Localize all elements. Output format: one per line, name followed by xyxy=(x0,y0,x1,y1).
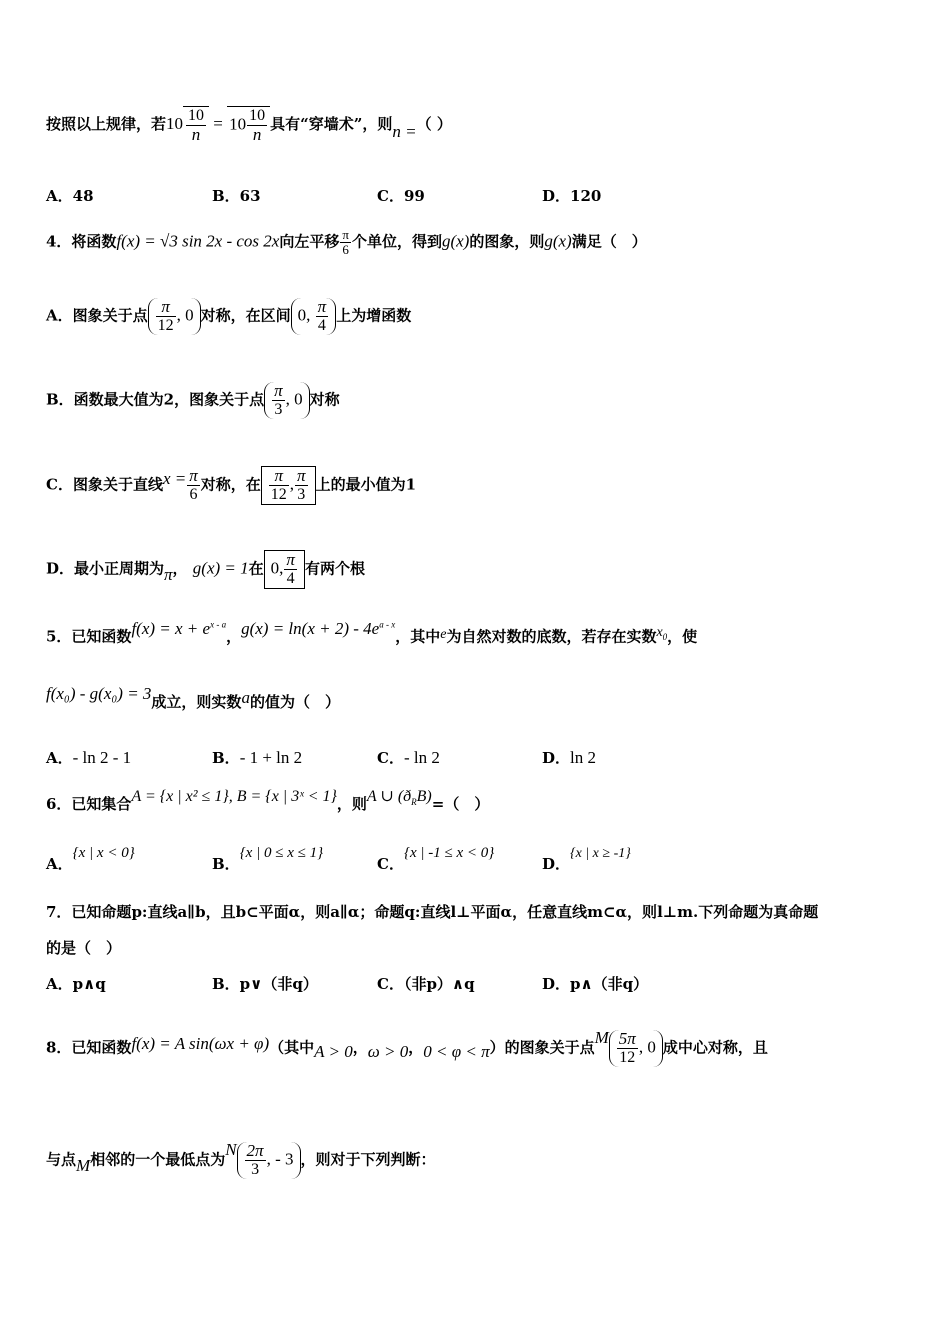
q4-option-d[interactable] xyxy=(46,550,365,589)
q6-c-value: {x | -1 ≤ x < 0} xyxy=(403,845,495,861)
q5-stem-c: 为自然对数的底数，若存在实数 xyxy=(446,627,657,646)
q8-m-point xyxy=(609,1030,663,1067)
q8-stem-2 xyxy=(46,1139,436,1179)
q8-function: f(x) = A sin(ωx + φ) xyxy=(131,1033,270,1053)
q3-option-d[interactable]: D．120 xyxy=(542,187,602,205)
q4-c-line: x = $\frac{\pi}{6}$ xyxy=(162,466,198,503)
q4-shift-num: π xyxy=(342,227,349,242)
q5-a-value: - ln 2 - 1 xyxy=(72,748,132,767)
q8-n-y: , - 3 xyxy=(266,1149,294,1169)
q6-option-a[interactable] xyxy=(46,845,135,875)
q5-stem-a: 5．已知函数 xyxy=(46,627,132,646)
q8-line2-b: 相邻的一个最低点为 xyxy=(90,1150,226,1169)
q5-option-d[interactable] xyxy=(542,748,596,768)
q4-option-c[interactable] xyxy=(46,466,416,505)
q4-b-lead: B．函数最大值为2，图象关于点 xyxy=(46,390,265,409)
q8-line2-c: ，则对于下列判断： xyxy=(300,1150,436,1169)
q4-b-point: $\frac{\pi}{3}$ , 0 xyxy=(264,382,310,419)
q5-stem-b: ，其中 xyxy=(395,627,441,646)
q6-set-a: A = {x | x² ≤ 1} xyxy=(131,788,229,805)
q8-line2-m: M xyxy=(76,1155,91,1175)
q4-shift-fraction xyxy=(340,228,351,257)
q4-d-end: 有两个根 xyxy=(304,559,365,578)
q3-n: n = xyxy=(392,121,417,141)
q5-a: a xyxy=(241,688,250,707)
q8-m-y: , 0 xyxy=(638,1037,656,1057)
q8-m-den: 12 xyxy=(619,1049,636,1066)
q4-c-lead: C．图象关于直线 xyxy=(46,475,163,494)
q6-a-value: {x | x < 0} xyxy=(72,845,135,861)
q8-m: M xyxy=(594,1027,609,1047)
q7-stem-line1: 7．已知命题p:直线a∥b，且b⊂平面α，则a∥α；命题q:直线l⊥平面α，任意直线m⊂α，则l⊥m.下列命题为真命题 xyxy=(46,903,819,921)
q5-option-c[interactable] xyxy=(377,748,440,768)
q5-g-exp: a - x xyxy=(379,619,396,629)
q4-stem xyxy=(46,228,647,257)
q5-x0-text: x xyxy=(656,624,663,640)
q4-gx: g(x) xyxy=(441,231,470,251)
q4-d-eq: g(x) = 1 xyxy=(192,558,249,578)
q6-expr-r: R xyxy=(411,797,417,808)
q8-line2-a: 与点 xyxy=(46,1150,77,1169)
q4-option-a[interactable] xyxy=(46,298,411,335)
q4-d-in: 在 xyxy=(248,559,264,578)
q8-n: N xyxy=(225,1139,237,1159)
q6-expr xyxy=(366,788,432,808)
q5-a-label: A． xyxy=(46,749,73,767)
q5-f-text: f(x) = x + e xyxy=(131,618,211,638)
q7-option-c[interactable]: C．（非p）∧q xyxy=(377,975,475,993)
q5-f xyxy=(131,619,226,638)
q6-stem-b: ，则 xyxy=(336,795,367,813)
q4-d-lead: D．最小正周期为 xyxy=(46,559,165,578)
q5-option-b[interactable] xyxy=(212,748,302,768)
q5-stem: 5．已知函数$f(x) = x + e^{x - a}$，$g(x) = \ln(x + 2) - 4e^{a - x}$，其中e为自然对数的底数，若存在实数$x_0$，使 xyxy=(46,618,698,646)
q3-option-a[interactable]: A．48 xyxy=(46,187,94,205)
q3-end: （ ） xyxy=(416,114,452,133)
q4-b-end: 对称 xyxy=(309,390,340,409)
q4-d-comma: ， xyxy=(172,559,188,578)
q3-lead: 按照以上规律，若 xyxy=(46,114,167,133)
q5-x0: $x_0$ xyxy=(656,624,668,642)
q6-expr-a: A ∪ (ð xyxy=(366,788,412,805)
q8-stem-c: ）的图象关于点 xyxy=(489,1038,595,1057)
q4-stem-b: 向左平移 xyxy=(279,232,340,251)
q3-option-c[interactable]: C．99 xyxy=(377,187,425,205)
q6-a-label: A． xyxy=(46,855,73,873)
q4-c-mid: 对称，在 xyxy=(200,475,261,494)
q5-stem-d: ，使 xyxy=(667,627,698,646)
q7-option-b[interactable]: B．p∨（非q） xyxy=(212,975,318,993)
q6-stem-c: =（ ） xyxy=(431,795,490,813)
q4-c-interval: $\frac{\pi}{12}$ , $\frac{\pi}{3}$ xyxy=(261,466,316,505)
q6-option-d[interactable] xyxy=(542,846,631,876)
q4-c-end: 上的最小值为1 xyxy=(315,475,417,494)
q8-stem-b: （其中 xyxy=(269,1038,315,1057)
q5-b-label: B． xyxy=(212,749,240,767)
q6-option-b[interactable] xyxy=(212,845,324,875)
q5-option-a[interactable] xyxy=(46,748,131,768)
q3-option-b[interactable]: B．63 xyxy=(212,187,261,205)
q5-d-value: ln 2 xyxy=(570,748,596,767)
q4-stem-e: 满足（ ） xyxy=(571,232,647,251)
q6-stem xyxy=(46,788,490,820)
q5-stem-2 xyxy=(46,684,340,712)
q4-stem-a: 4．将函数 xyxy=(46,232,117,251)
q8-stem-d: 成中心对称，且 xyxy=(662,1038,768,1057)
q6-expr-b: B) xyxy=(416,788,432,805)
q8-cond-a: A > 0 xyxy=(314,1041,353,1061)
q8-n-num: 2π xyxy=(246,1141,264,1160)
q4-option-b[interactable] xyxy=(46,382,340,419)
q5-cond: f(x₀) - g(x₀) = 3 xyxy=(46,684,152,703)
q5-stem-e: 成立，则实数 xyxy=(151,693,242,711)
q4-a-end: 上为增函数 xyxy=(336,306,412,325)
q8-cond-phi: 0 < φ < π xyxy=(423,1041,490,1061)
q7-option-a[interactable]: A．p∧q xyxy=(46,975,106,993)
q8-cond-omega: ω > 0 xyxy=(367,1041,409,1061)
q5-c-value: - ln 2 xyxy=(403,748,440,767)
q8-n-den: 3 xyxy=(251,1161,260,1178)
q6-option-c[interactable] xyxy=(377,845,495,875)
q5-e: e xyxy=(440,626,447,642)
q5-f-exp: x - a xyxy=(210,619,227,629)
q4-shift-den: 6 xyxy=(342,242,349,257)
q4-stem-d: 的图象，则 xyxy=(469,232,545,251)
q3-expr: 10 $\frac{10}{n}$ = 10 $\frac{10}{n}$ xyxy=(166,114,270,133)
q4-stem-c: 个单位，得到 xyxy=(351,232,442,251)
q4-a-lead: A．图象关于点 xyxy=(46,306,148,325)
q3-stem xyxy=(46,106,452,144)
q6-b-label: B． xyxy=(212,855,240,873)
q4-gx-2: g(x) xyxy=(544,231,572,251)
q4-d-interval: 0, $\frac{\pi}{4}$ xyxy=(264,550,305,589)
q6-d-value: {x | x ≥ -1} xyxy=(570,846,631,861)
q7-stem-line2: 的是（ ） xyxy=(46,939,122,957)
q5-d-label: D． xyxy=(542,749,571,767)
q6-c-label: C． xyxy=(377,855,404,873)
q5-stem-f: 的值为（ ） xyxy=(249,693,340,711)
q6-stem-a: 6．已知集合 xyxy=(46,795,132,813)
q6-d-label: D． xyxy=(542,855,571,873)
q8-stem-a: 8．已知函数 xyxy=(46,1038,132,1057)
q4-a-point: $\frac{\pi}{12}$ , 0 xyxy=(148,298,201,335)
q3-mid: 具有“穿墙术”，则 xyxy=(270,114,393,133)
q5-g-text: g(x) = ln(x + 2) - 4e xyxy=(241,618,380,638)
q5-g xyxy=(241,619,395,638)
q5-b-value: - 1 + ln 2 xyxy=(239,748,303,767)
q6-set-b: , B = {x | 3ˣ < 1} xyxy=(228,788,337,805)
q5-c-label: C． xyxy=(377,749,404,767)
q6-b-value: {x | 0 ≤ x ≤ 1} xyxy=(239,845,324,861)
q7-option-d[interactable]: D．p∧（非q） xyxy=(542,975,649,993)
q8-m-num: 5π xyxy=(618,1029,636,1048)
q4-a-mid: 对称，在区间 xyxy=(200,306,291,325)
q8-stem: 8．已知函数f(x) = A sin(ωx + φ)（其中A > 0，ω > 0，0 < φ < π）的图象关于点M $\frac{5\pi}{12}$ , 0 成中心对称，且 xyxy=(46,1027,768,1066)
q4-function: f(x) = √3 sin 2x - cos 2x xyxy=(116,231,280,251)
q8-n-point xyxy=(237,1142,301,1179)
q4-a-interval: 0, $\frac{\pi}{4}$ xyxy=(291,298,337,335)
q4-d-pi: π xyxy=(164,564,173,584)
